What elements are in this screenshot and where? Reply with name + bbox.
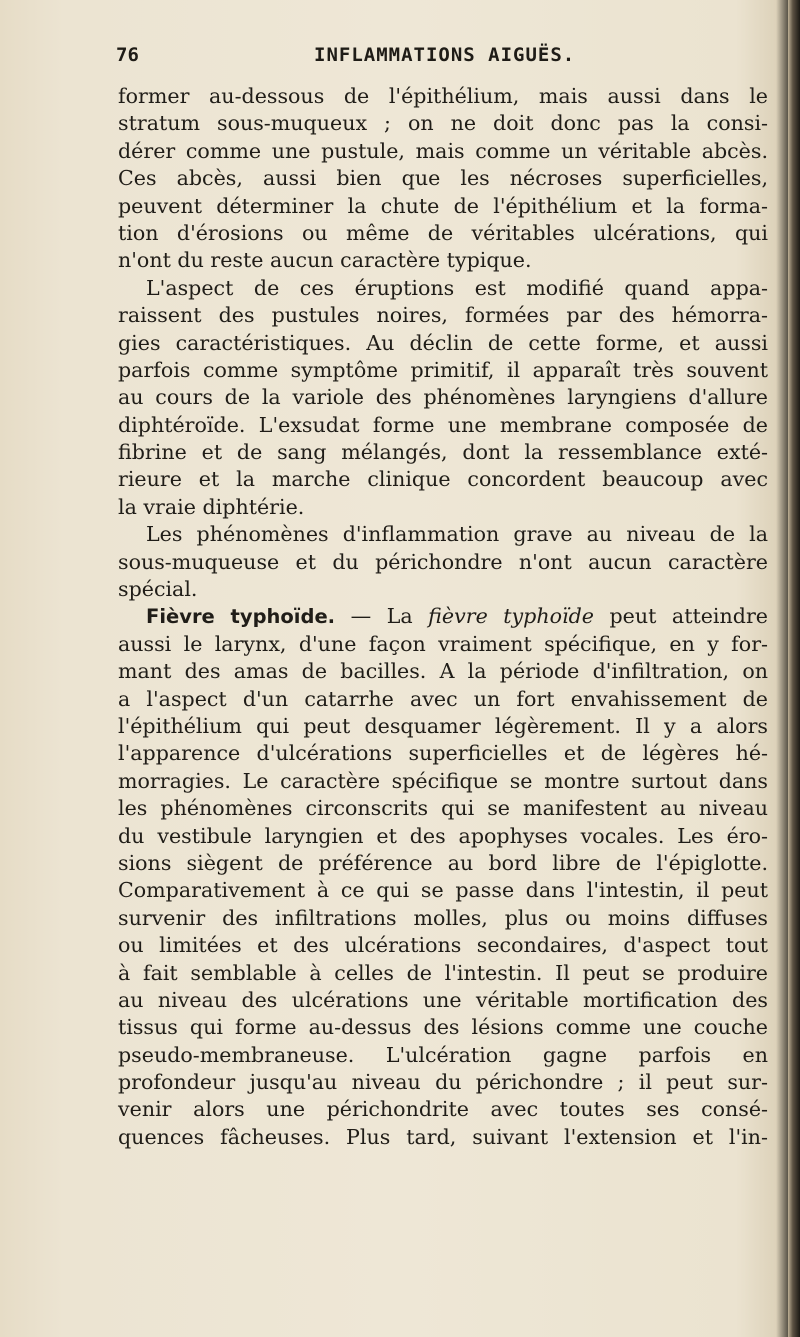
text-line: quences fâcheuses. Plus tard, suivant l'extension et l'in- [118, 1124, 768, 1149]
text-line: sions siègent de préférence au bord libre de l'épiglotte. [118, 850, 768, 875]
text-line: tissus qui forme au-dessus des lésions comme une couche [118, 1015, 768, 1040]
text-line: venir alors une périchondrite avec toutes ses consé- [118, 1097, 768, 1122]
text-line: peuvent déterminer la chute de l'épithélium et la forma- [118, 193, 768, 218]
text-line: stratum sous-muqueux ; on ne doit donc pas la consi- [118, 111, 768, 136]
text-line: former au-dessous de l'épithélium, mais aussi dans le [118, 84, 768, 108]
text-line: tion d'érosions ou même de véritables ulcérations, qui [118, 220, 768, 245]
section-heading: Fièvre typhoïde. [146, 605, 336, 629]
text-line: au niveau des ulcérations une véritable mortification des [118, 987, 768, 1012]
text-line: survenir des infiltrations molles, plus ou moins diffuses [118, 905, 768, 930]
text-line: au cours de la variole des phénomènes laryngiens d'allure [118, 385, 768, 410]
heading-dash: — La [335, 604, 429, 629]
page-header [116, 40, 766, 76]
text-line: sous-muqueuse et du périchondre n'ont aucun caractère [118, 549, 768, 574]
text-line: L'aspect de ces éruptions est modifié quand appa- [146, 275, 768, 300]
page-number: 76 [116, 44, 139, 66]
text-line: les phénomènes circonscrits qui se manifestent au niveau [118, 796, 768, 821]
text-line: l'épithélium qui peut desquamer légèrement. Il y a alors [118, 713, 768, 738]
text-line: du vestibule laryngien et des apophyses vocales. Les éro- [118, 823, 768, 848]
text-line: fibrine et de sang mélangés, dont la ressemblance exté- [118, 440, 768, 465]
text-line: spécial. [118, 577, 198, 602]
book-spine-shadow [788, 0, 800, 1337]
text-line: ou limitées et des ulcérations secondaires, d'aspect tout [118, 933, 768, 958]
text-line: à fait semblable à celles de l'intestin. Il peut se produire [118, 960, 768, 985]
text-line: la vraie diphtérie. [118, 494, 305, 519]
text-line: diphtéroïde. L'exsudat forme une membrane composée de [118, 412, 768, 437]
text-line: Les phénomènes d'inflammation grave au niveau de la [146, 522, 768, 547]
text-line: mant des amas de bacilles. A la période d'infiltration, on [118, 659, 768, 684]
text-line: aussi le larynx, d'une façon vraiment spécifique, en y for- [118, 631, 768, 656]
body-text [118, 83, 768, 1151]
text-line: profondeur jusqu'au niveau du périchondre ; il peut sur- [118, 1070, 768, 1095]
text-line: rieure et la marche clinique concordent beaucoup avec [118, 467, 768, 492]
text-line: morragies. Le caractère spécifique se montre surtout dans [118, 768, 768, 793]
text-line: dérer comme une pustule, mais comme un véritable abcès. [118, 138, 768, 163]
text-line: parfois comme symptôme primitif, il apparaît très souvent [118, 357, 768, 382]
text-line: Ces abcès, aussi bien que les nécroses superficielles, [118, 166, 768, 191]
text-line: gies caractéristiques. Au déclin de cette forme, et aussi [118, 330, 768, 355]
running-title: INFLAMMATIONS AIGUËS. [314, 44, 576, 66]
text-line: pseudo-membraneuse. L'ulcération gagne parfois en [118, 1042, 768, 1067]
text-line: raissent des pustules noires, formées par des hémorra- [118, 303, 768, 328]
text-line: a l'aspect d'un catarrhe avec un fort envahissement de [118, 686, 768, 711]
text-line: l'apparence d'ulcérations superficielles et de légères hé- [118, 741, 768, 766]
text-line: Comparativement à ce qui se passe dans l'intestin, il peut [118, 878, 768, 903]
text-line: n'ont du reste aucun caractère typique. [118, 248, 532, 273]
heading-rest: peut atteindre [593, 604, 768, 629]
section-heading-line [118, 603, 768, 630]
italic-term: fièvre typhoïde [428, 604, 594, 629]
